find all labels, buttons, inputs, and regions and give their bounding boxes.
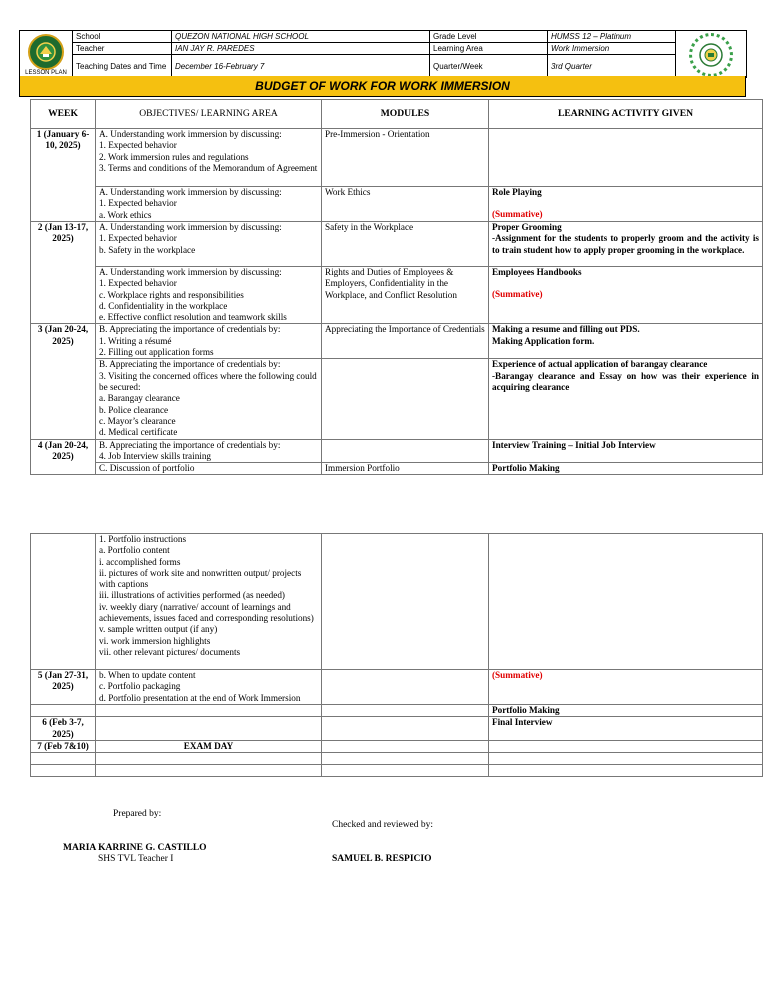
school-seal-icon	[698, 42, 724, 68]
activity-line: Portfolio Making	[492, 705, 560, 715]
table-header-row	[31, 100, 763, 129]
table-row	[31, 765, 763, 777]
school-logo	[676, 31, 747, 78]
module-cell: Pre-Immersion - Orientation	[322, 129, 489, 187]
week-cell	[31, 753, 96, 765]
objectives-cell	[96, 187, 322, 222]
col-header-modules: MODULES	[322, 100, 489, 129]
table-row	[31, 359, 763, 439]
week-cell: 7 (Feb 7&10)	[31, 740, 96, 752]
activity-line: -Barangay clearance and Essay on how was their experience in acquiring clearance	[492, 370, 759, 393]
objectives-cell	[96, 753, 322, 765]
summative-label: (Summative)	[492, 209, 543, 220]
quarter-week-label: Quarter/Week	[430, 55, 548, 78]
activity-cell	[489, 463, 763, 475]
objective-line: 1. Portfolio instructions	[99, 534, 187, 544]
teacher-label: Teacher	[73, 43, 172, 55]
table-row	[31, 534, 763, 670]
preparer-title: SHS TVL Teacher I	[98, 854, 174, 864]
activity-cell	[489, 765, 763, 777]
activity-cell	[489, 534, 763, 670]
module-cell	[322, 717, 489, 741]
objective-line: c. Workplace rights and responsibilities	[99, 289, 244, 300]
objective-line: c. Mayor’s clearance	[99, 415, 176, 426]
module-cell: Immersion Portfolio	[322, 463, 489, 475]
activity-line: Interview Training – Initial Job Interview	[492, 439, 656, 450]
summative-label: (Summative)	[492, 670, 543, 680]
objective-line: 1. Writing a résumé	[99, 335, 172, 346]
objective-line: 2. Filling out application forms	[99, 347, 214, 358]
module-cell	[322, 670, 489, 705]
activity-cell	[489, 705, 763, 717]
module-cell: Work Ethics	[322, 187, 489, 222]
col-header-objectives: OBJECTIVES/ LEARNING AREA	[96, 100, 322, 129]
objective-line: B. Appreciating the importance of credentials by:	[99, 324, 281, 335]
objective-line: iv. weekly diary (narrative/ account of learnings and achievements, issues faced and corresponding resolutions)	[99, 601, 314, 624]
objective-line: 2. Work immersion rules and regulations	[99, 151, 249, 162]
objective-line: d. Medical certificate	[99, 427, 178, 438]
objective-line: ii. pictures of work site and nonwritten output/ projects with captions	[99, 567, 302, 590]
objectives-cell	[96, 705, 322, 717]
objective-line: d. Portfolio presentation at the end of Work Immersion	[99, 692, 301, 703]
logo-caption: LESSON PLAN	[25, 69, 67, 76]
table-row	[31, 705, 763, 717]
activity-cell	[489, 187, 763, 222]
table-row	[31, 740, 763, 752]
preparer-name: MARIA KARRINE G. CASTILLO	[63, 843, 207, 853]
objectives-cell	[96, 670, 322, 705]
module-cell	[322, 765, 489, 777]
objective-line: vii. other relevant pictures/ documents	[99, 646, 241, 657]
objectives-cell	[96, 267, 322, 324]
week-cell	[31, 534, 96, 670]
objective-line: B. Appreciating the importance of credentials by:	[99, 359, 281, 370]
week-cell	[31, 765, 96, 777]
objective-line: 1. Expected behavior	[99, 140, 177, 151]
reviewer-name: SAMUEL B. RESPICIO	[332, 854, 432, 864]
activity-cell	[489, 740, 763, 752]
table-row	[31, 439, 763, 463]
objectives-cell	[96, 717, 322, 741]
module-cell	[322, 439, 489, 463]
objectives-cell	[96, 534, 322, 670]
week-cell: 1 (January 6-10, 2025)	[31, 129, 96, 222]
activity-line: Employees Handbooks	[492, 267, 582, 277]
quarter-week-text: 3rd Quarter	[551, 61, 592, 71]
objective-line: 3. Terms and conditions of the Memorandum of Agreement	[99, 162, 318, 173]
objectives-cell	[96, 359, 322, 439]
week-cell: 3 (Jan 20-24, 2025)	[31, 324, 96, 439]
week-cell: 6 (Feb 3-7, 2025)	[31, 717, 96, 741]
week-cell: 4 (Jan 20-24, 2025)	[31, 439, 96, 475]
objectives-cell	[96, 765, 322, 777]
activity-line: Proper Grooming	[492, 222, 562, 232]
table-row	[31, 267, 763, 324]
objective-line: A. Understanding work immersion by discussing:	[99, 129, 282, 139]
learning-area-label: Learning Area	[430, 43, 548, 55]
deped-logo	[20, 31, 73, 78]
module-cell	[322, 359, 489, 439]
objectives-cell	[96, 324, 322, 359]
activity-line: -Assignment for the students to properly groom and the activity is to train student how to apply proper grooming in the workplace.	[492, 233, 759, 255]
objective-line: c. Portfolio packaging	[99, 681, 181, 692]
deped-seal-icon	[35, 41, 57, 63]
objective-line: A. Understanding work immersion by discussing:	[99, 267, 282, 277]
objective-line: 3. Visiting the concerned offices where the following could be secured:	[99, 370, 317, 393]
learning-area-value: Work Immersion	[548, 43, 676, 55]
module-cell	[322, 753, 489, 765]
school-value: QUEZON NATIONAL HIGH SCHOOL	[172, 31, 430, 43]
budget-of-work-title: BUDGET OF WORK FOR WORK IMMERSION	[19, 76, 746, 97]
activity-cell	[489, 222, 763, 267]
week-cell: 2 (Jan 13-17, 2025)	[31, 222, 96, 324]
summative-label: (Summative)	[492, 289, 543, 300]
objective-line: A. Understanding work immersion by discussing:	[99, 187, 282, 197]
week-cell	[31, 705, 96, 717]
budget-table	[30, 99, 763, 475]
objective-line: 1. Expected behavior	[99, 198, 177, 209]
module-cell	[322, 705, 489, 717]
objective-line: b. Safety in the workplace	[99, 244, 196, 255]
quarter-week-value	[548, 55, 676, 78]
activity-cell	[489, 439, 763, 463]
budget-table-continued	[30, 533, 763, 777]
objective-line: C. Discussion of portfolio	[99, 463, 195, 474]
table-row	[31, 717, 763, 741]
activity-line: Making a resume and filling out PDS.	[492, 324, 640, 335]
objective-line: a. Barangay clearance	[99, 393, 180, 404]
objective-line: 1. Expected behavior	[99, 278, 177, 289]
activity-line: Final Interview	[492, 717, 553, 728]
objective-line: v. sample written output (if any)	[99, 624, 218, 635]
activity-line: Role Playing	[492, 187, 542, 197]
objectives-cell	[96, 439, 322, 463]
objective-line: A. Understanding work immersion by discussing:	[99, 222, 282, 232]
col-header-week: WEEK	[31, 100, 96, 129]
objective-line: a. Portfolio content	[99, 545, 170, 556]
objective-line: 4. Job Interview skills training	[99, 450, 212, 461]
objective-line: 1. Expected behavior	[99, 233, 177, 244]
lesson-plan-header	[19, 30, 747, 78]
week-cell: 5 (Jan 27-31, 2025)	[31, 670, 96, 705]
teaching-dates-value: December 16-February 7	[172, 55, 430, 78]
teaching-dates-label: Teaching Dates and Time	[73, 55, 172, 78]
exam-day-label: EXAM DAY	[183, 740, 234, 751]
table-row	[31, 463, 763, 475]
activity-cell	[489, 753, 763, 765]
module-cell	[322, 740, 489, 752]
activity-cell	[489, 359, 763, 439]
objective-line: e. Effective conflict resolution and teamwork skills	[99, 312, 287, 323]
objectives-cell	[96, 222, 322, 267]
table-row	[31, 222, 763, 267]
activity-cell	[489, 670, 763, 705]
activity-cell	[489, 267, 763, 324]
objective-line: d. Confidentiality in the workplace	[99, 300, 228, 311]
activity-cell	[489, 129, 763, 187]
school-label: School	[73, 31, 172, 43]
prepared-by-label: Prepared by:	[113, 809, 162, 819]
objectives-cell	[96, 463, 322, 475]
table-row	[31, 187, 763, 222]
table-row	[31, 753, 763, 765]
objective-line: iii. illustrations of activities performed (as needed)	[99, 590, 285, 601]
objectives-cell	[96, 740, 322, 752]
module-cell: Appreciating the Importance of Credentials	[322, 324, 489, 359]
objectives-cell	[96, 129, 322, 187]
table-row	[31, 670, 763, 705]
module-cell	[322, 534, 489, 670]
objective-line: vi. work immersion highlights	[99, 635, 211, 646]
activity-line: Making Application form.	[492, 335, 595, 346]
objective-line: i. accomplished forms	[99, 556, 181, 567]
activity-line: Experience of actual application of barangay clearance	[492, 359, 708, 370]
objective-line: b. Police clearance	[99, 404, 169, 415]
table-row	[31, 324, 763, 359]
grade-level-value: HUMSS 12 – Platinum	[548, 31, 676, 43]
teacher-value: IAN JAY R. PAREDES	[172, 43, 430, 55]
checked-by-label: Checked and reviewed by:	[332, 820, 434, 830]
objective-line: B. Appreciating the importance of credentials by:	[99, 439, 281, 450]
module-cell: Rights and Duties of Employees & Employers, Confidentiality in the Workplace, and Conflict Resolution	[322, 267, 489, 324]
objective-line: a. Work ethics	[99, 209, 152, 220]
activity-cell	[489, 717, 763, 741]
activity-line: Portfolio Making	[492, 463, 560, 474]
table-row	[31, 129, 763, 187]
grade-level-label: Grade Level	[430, 31, 548, 43]
activity-cell	[489, 324, 763, 359]
col-header-activity: LEARNING ACTIVITY GIVEN	[489, 100, 763, 129]
module-cell: Safety in the Workplace	[322, 222, 489, 267]
objective-line: b. When to update content	[99, 670, 196, 680]
